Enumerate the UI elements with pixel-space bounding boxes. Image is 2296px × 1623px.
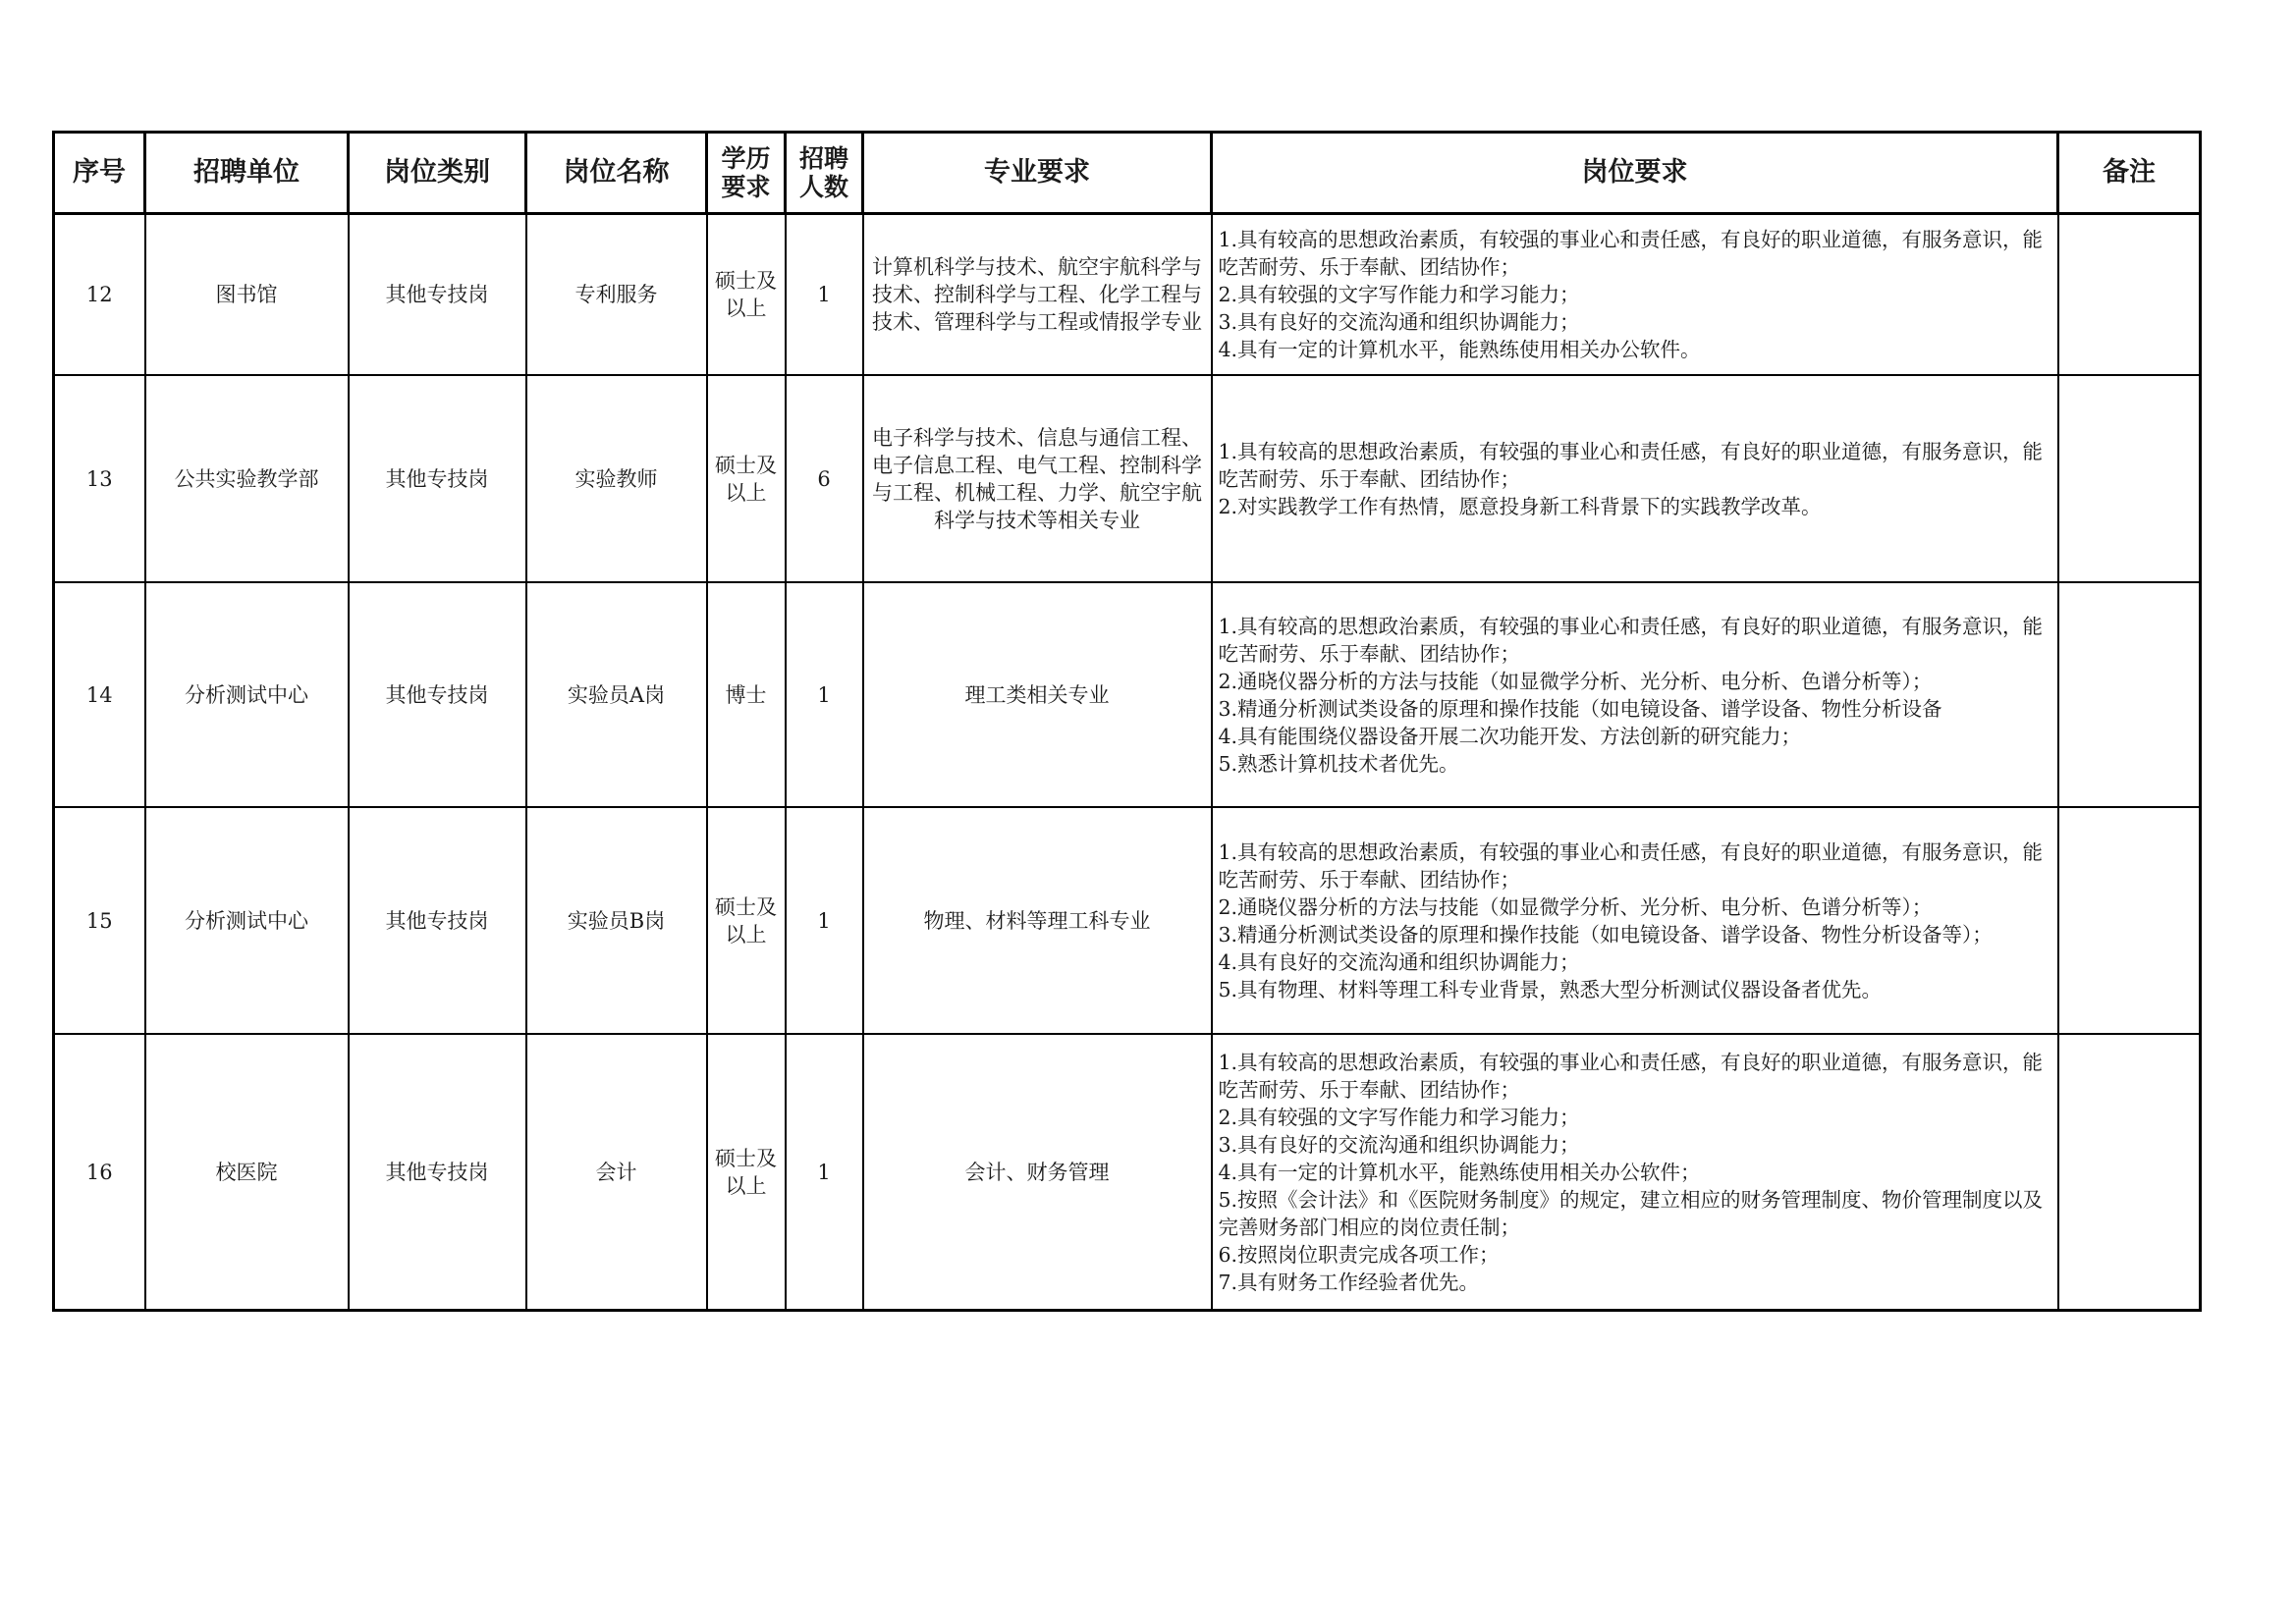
cell-seq: 16 bbox=[54, 1034, 145, 1311]
requirement-item: 2.对实践教学工作有热情，愿意投身新工科背景下的实践教学改革。 bbox=[1218, 494, 1822, 518]
requirement-item: 7.具有财务工作经验者优先。 bbox=[1218, 1270, 1480, 1294]
cell-position: 实验员A岗 bbox=[526, 582, 707, 807]
header-count-line2: 人数 bbox=[798, 173, 848, 201]
table-row bbox=[54, 214, 2201, 376]
cell-education: 硕士及以上 bbox=[707, 375, 786, 582]
cell-seq: 15 bbox=[54, 807, 145, 1034]
cell-seq: 14 bbox=[54, 582, 145, 807]
header-count-line1: 招聘 bbox=[798, 144, 848, 173]
table-row bbox=[54, 582, 2201, 807]
cell-requirements bbox=[1212, 214, 2058, 376]
header-education-line2: 要求 bbox=[721, 173, 771, 201]
cell-count: 6 bbox=[786, 375, 863, 582]
cell-education: 硕士及以上 bbox=[707, 1034, 786, 1311]
cell-unit: 图书馆 bbox=[145, 214, 349, 376]
requirement-item: 4.具有良好的交流沟通和组织协调能力； bbox=[1218, 949, 1580, 974]
requirement-item: 2.通晓仪器分析的方法与技能（如显微学分析、光分析、电分析、色谱分析等）； bbox=[1218, 894, 1933, 919]
header-count bbox=[786, 133, 863, 214]
cell-count: 1 bbox=[786, 582, 863, 807]
header-education-line1: 学历 bbox=[721, 144, 771, 173]
cell-notes bbox=[2058, 807, 2201, 1034]
requirement-item: 4.具有一定的计算机水平，能熟练使用相关办公软件。 bbox=[1218, 338, 1701, 361]
requirement-item: 5.按照《会计法》和《医院财务制度》的规定，建立相应的财务管理制度、物价管理制度以及完善财务部门相应的岗位责任制； bbox=[1218, 1187, 2044, 1239]
requirement-item: 4.具有能围绕仪器设备开展二次功能开发、方法创新的研究能力； bbox=[1218, 724, 1802, 748]
cell-requirements bbox=[1212, 375, 2058, 582]
header-category: 岗位类别 bbox=[349, 133, 526, 214]
requirement-item: 1.具有较高的思想政治素质，有较强的事业心和责任感，有良好的职业道德，有服务意识，能吃苦耐劳、乐于奉献、团结协作； bbox=[1218, 228, 2044, 279]
table-row bbox=[54, 807, 2201, 1034]
requirement-item: 3.精通分析测试类设备的原理和操作技能（如电镜设备、谱学设备、物性分析设备 bbox=[1218, 696, 1942, 721]
requirement-item: 2.通晓仪器分析的方法与技能（如显微学分析、光分析、电分析、色谱分析等）； bbox=[1218, 669, 1933, 693]
cell-major: 理工类相关专业 bbox=[863, 582, 1212, 807]
cell-major: 计算机科学与技术、航空宇航科学与技术、控制科学与工程、化学工程与技术、管理科学与工程或情报学专业 bbox=[863, 214, 1212, 376]
cell-seq: 13 bbox=[54, 375, 145, 582]
header-unit: 招聘单位 bbox=[145, 133, 349, 214]
cell-notes bbox=[2058, 582, 2201, 807]
recruitment-table bbox=[52, 131, 2202, 1312]
requirement-item: 1.具有较高的思想政治素质，有较强的事业心和责任感，有良好的职业道德，有服务意识，能吃苦耐劳、乐于奉献、团结协作； bbox=[1218, 1050, 2044, 1102]
table-row bbox=[54, 375, 2201, 582]
requirement-item: 1.具有较高的思想政治素质，有较强的事业心和责任感，有良好的职业道德，有服务意识，能吃苦耐劳、乐于奉献、团结协作； bbox=[1218, 439, 2044, 491]
cell-unit: 校医院 bbox=[145, 1034, 349, 1311]
cell-education: 硕士及以上 bbox=[707, 807, 786, 1034]
cell-requirements bbox=[1212, 582, 2058, 807]
requirement-item: 3.精通分析测试类设备的原理和操作技能（如电镜设备、谱学设备、物性分析设备等）； bbox=[1218, 922, 1993, 947]
cell-education: 博士 bbox=[707, 582, 786, 807]
header-seq: 序号 bbox=[54, 133, 145, 214]
cell-major: 物理、材料等理工科专业 bbox=[863, 807, 1212, 1034]
requirement-item: 2.具有较强的文字写作能力和学习能力； bbox=[1218, 283, 1580, 306]
cell-seq: 12 bbox=[54, 214, 145, 376]
requirement-item: 5.熟悉计算机技术者优先。 bbox=[1218, 751, 1459, 776]
requirement-item: 2.具有较强的文字写作能力和学习能力； bbox=[1218, 1105, 1580, 1129]
cell-requirements bbox=[1212, 1034, 2058, 1311]
cell-count: 1 bbox=[786, 1034, 863, 1311]
cell-major: 会计、财务管理 bbox=[863, 1034, 1212, 1311]
cell-category: 其他专技岗 bbox=[349, 214, 526, 376]
header-position: 岗位名称 bbox=[526, 133, 707, 214]
cell-major: 电子科学与技术、信息与通信工程、电子信息工程、电气工程、控制科学与工程、机械工程、力学、航空宇航科学与技术等相关专业 bbox=[863, 375, 1212, 582]
cell-unit: 分析测试中心 bbox=[145, 807, 349, 1034]
header-row bbox=[54, 133, 2201, 214]
cell-count: 1 bbox=[786, 214, 863, 376]
requirement-item: 1.具有较高的思想政治素质，有较强的事业心和责任感，有良好的职业道德，有服务意识，能吃苦耐劳、乐于奉献、团结协作； bbox=[1218, 614, 2044, 666]
requirement-item: 3.具有良好的交流沟通和组织协调能力； bbox=[1218, 1132, 1580, 1157]
requirement-item: 3.具有良好的交流沟通和组织协调能力； bbox=[1218, 310, 1580, 334]
cell-notes bbox=[2058, 375, 2201, 582]
cell-category: 其他专技岗 bbox=[349, 582, 526, 807]
requirement-item: 6.按照岗位职责完成各项工作； bbox=[1218, 1242, 1500, 1267]
header-major: 专业要求 bbox=[863, 133, 1212, 214]
requirement-item: 1.具有较高的思想政治素质，有较强的事业心和责任感，有良好的职业道德，有服务意识，能吃苦耐劳、乐于奉献、团结协作； bbox=[1218, 839, 2044, 892]
cell-count: 1 bbox=[786, 807, 863, 1034]
cell-category: 其他专技岗 bbox=[349, 807, 526, 1034]
cell-unit: 分析测试中心 bbox=[145, 582, 349, 807]
requirement-item: 5.具有物理、材料等理工科专业背景，熟悉大型分析测试仪器设备者优先。 bbox=[1218, 977, 1883, 1001]
cell-position: 会计 bbox=[526, 1034, 707, 1311]
header-notes: 备注 bbox=[2058, 133, 2201, 214]
cell-requirements bbox=[1212, 807, 2058, 1034]
requirement-item: 4.具有一定的计算机水平，能熟练使用相关办公软件； bbox=[1218, 1160, 1701, 1184]
cell-category: 其他专技岗 bbox=[349, 1034, 526, 1311]
cell-education: 硕士及以上 bbox=[707, 214, 786, 376]
cell-position: 专利服务 bbox=[526, 214, 707, 376]
cell-position: 实验教师 bbox=[526, 375, 707, 582]
header-requirements: 岗位要求 bbox=[1212, 133, 2058, 214]
cell-notes bbox=[2058, 214, 2201, 376]
cell-category: 其他专技岗 bbox=[349, 375, 526, 582]
table-row bbox=[54, 1034, 2201, 1311]
cell-notes bbox=[2058, 1034, 2201, 1311]
cell-unit: 公共实验教学部 bbox=[145, 375, 349, 582]
cell-position: 实验员B岗 bbox=[526, 807, 707, 1034]
header-education bbox=[707, 133, 786, 214]
